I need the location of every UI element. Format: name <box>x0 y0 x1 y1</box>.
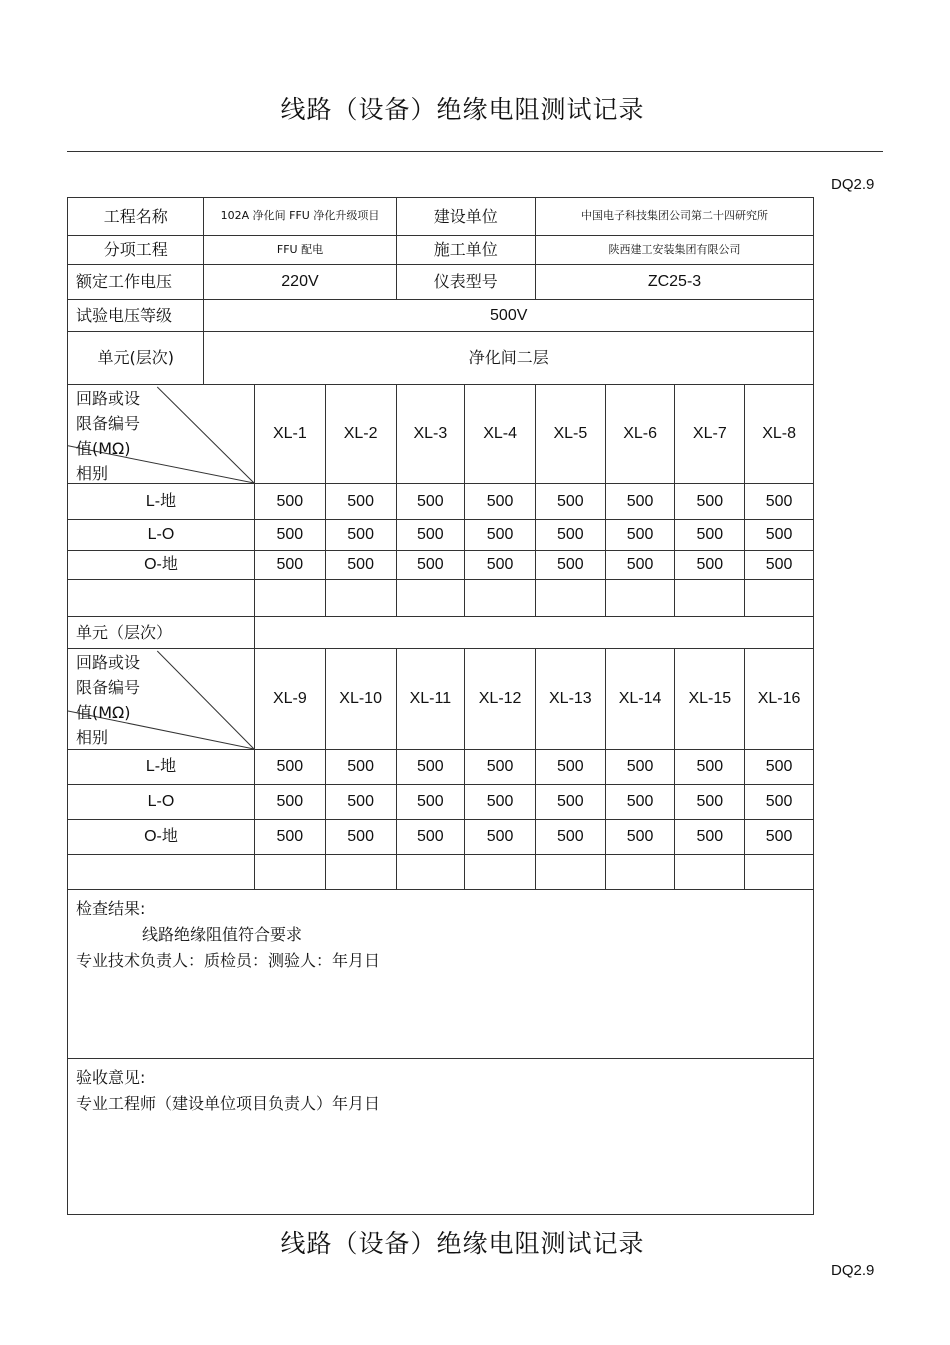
resistance-value: 500 <box>254 484 325 520</box>
result-label: 检查结果: <box>76 899 146 918</box>
resistance-value: 500 <box>396 484 465 520</box>
resistance-value: 500 <box>254 820 325 855</box>
phase-label: L-地 <box>68 750 255 785</box>
contractor-label: 施工单位 <box>396 236 535 265</box>
empty-cell <box>675 855 745 890</box>
resistance-value: 500 <box>535 785 605 820</box>
empty-cell <box>325 855 396 890</box>
diag-text-line: 值(MΩ) <box>76 703 131 722</box>
resistance-value: 500 <box>396 750 465 785</box>
builder-value: 中国电子科技集团公司第二十四研究所 <box>535 198 813 236</box>
test-voltage-label: 试验电压等级 <box>68 300 204 332</box>
phase-label: L-O <box>68 785 255 820</box>
resistance-value: 500 <box>745 750 814 785</box>
test-voltage-value: 500V <box>204 300 814 332</box>
circuit-header: XL-3 <box>396 385 465 484</box>
diag-text-line: 值(MΩ) <box>76 439 131 458</box>
resistance-value: 500 <box>254 551 325 580</box>
footer-code: DQ2.9 <box>831 1262 875 1279</box>
resistance-value: 500 <box>254 785 325 820</box>
resistance-value: 500 <box>745 551 814 580</box>
resistance-value: 500 <box>675 520 745 551</box>
resistance-value: 500 <box>254 750 325 785</box>
resistance-value: 500 <box>325 820 396 855</box>
circuit-header: XL-10 <box>325 649 396 750</box>
project-name-label: 工程名称 <box>68 198 204 236</box>
rated-voltage-value: 220V <box>204 265 396 300</box>
circuit-header: XL-2 <box>325 385 396 484</box>
resistance-value: 500 <box>396 551 465 580</box>
resistance-value: 500 <box>535 750 605 785</box>
subproject-value: FFU 配电 <box>204 236 396 265</box>
resistance-value: 500 <box>675 484 745 520</box>
resistance-value: 500 <box>605 484 675 520</box>
resistance-value: 500 <box>325 520 396 551</box>
inspection-result-block <box>68 890 814 1059</box>
resistance-value: 500 <box>675 750 745 785</box>
resistance-value: 500 <box>396 785 465 820</box>
resistance-value: 500 <box>465 551 536 580</box>
circuit-header: XL-4 <box>465 385 536 484</box>
empty-cell <box>396 580 465 617</box>
resistance-value: 500 <box>254 520 325 551</box>
empty-cell <box>465 855 536 890</box>
circuit-header: XL-11 <box>396 649 465 750</box>
resistance-value: 500 <box>745 520 814 551</box>
acceptance-label: 验收意见: <box>76 1068 146 1087</box>
resistance-value: 500 <box>535 820 605 855</box>
resistance-value: 500 <box>745 820 814 855</box>
diagonal-header-cell <box>68 649 255 750</box>
table-row <box>68 551 814 580</box>
diag-text-line: 限备编号 <box>76 414 141 433</box>
resistance-value: 500 <box>675 820 745 855</box>
circuit-header: XL-14 <box>605 649 675 750</box>
form-code: DQ2.9 <box>831 176 875 193</box>
empty-cell <box>605 580 675 617</box>
empty-cell <box>396 855 465 890</box>
meter-value: ZC25-3 <box>535 265 813 300</box>
empty-cell <box>535 855 605 890</box>
resistance-value: 500 <box>325 750 396 785</box>
acceptance-block <box>68 1059 814 1215</box>
empty-cell <box>465 580 536 617</box>
resistance-value: 500 <box>465 750 536 785</box>
table-row <box>68 785 814 820</box>
empty-cell <box>325 580 396 617</box>
resistance-value: 500 <box>396 520 465 551</box>
diag-text-line: 限备编号 <box>76 678 141 697</box>
resistance-value: 500 <box>465 484 536 520</box>
resistance-value: 500 <box>535 520 605 551</box>
resistance-value: 500 <box>605 551 675 580</box>
diag-text-line: 相别 <box>76 464 109 483</box>
table-row <box>68 750 814 785</box>
rated-voltage-label: 额定工作电压 <box>68 265 204 300</box>
resistance-value: 500 <box>325 785 396 820</box>
phase-label: L-地 <box>68 484 255 520</box>
project-name-value: 102A 净化间 FFU 净化升级项目 <box>204 198 396 236</box>
resistance-value: 500 <box>535 484 605 520</box>
circuit-header: XL-12 <box>465 649 536 750</box>
phase-label: O-地 <box>68 820 255 855</box>
empty-cell <box>535 580 605 617</box>
resistance-value: 500 <box>325 551 396 580</box>
phase-label: O-地 <box>68 551 255 580</box>
circuit-header: XL-7 <box>675 385 745 484</box>
meter-label: 仪表型号 <box>396 265 535 300</box>
resistance-value: 500 <box>745 484 814 520</box>
empty-cell <box>745 580 814 617</box>
diagonal-header-cell <box>68 385 255 484</box>
table-row-empty <box>68 580 814 617</box>
circuit-header: XL-16 <box>745 649 814 750</box>
record-table <box>67 197 814 1215</box>
diag-text-line: 回路或设 <box>76 389 141 408</box>
resistance-value: 500 <box>535 551 605 580</box>
circuit-header: XL-5 <box>535 385 605 484</box>
circuit-header: XL-1 <box>254 385 325 484</box>
builder-label: 建设单位 <box>396 198 535 236</box>
circuit-header: XL-13 <box>535 649 605 750</box>
circuit-header: XL-6 <box>605 385 675 484</box>
empty-cell <box>68 855 255 890</box>
unit-label: 单元(层次) <box>68 332 204 385</box>
table-row <box>68 520 814 551</box>
resistance-value: 500 <box>745 785 814 820</box>
resistance-value: 500 <box>605 785 675 820</box>
empty-cell <box>745 855 814 890</box>
empty-cell <box>254 580 325 617</box>
title-divider <box>67 151 883 152</box>
table-row-empty <box>68 855 814 890</box>
empty-cell <box>605 855 675 890</box>
unit-value-2 <box>254 617 813 649</box>
resistance-value: 500 <box>675 785 745 820</box>
table-row <box>68 484 814 520</box>
circuit-header: XL-15 <box>675 649 745 750</box>
resistance-value: 500 <box>605 520 675 551</box>
resistance-value: 500 <box>605 750 675 785</box>
unit-value: 净化间二层 <box>204 332 814 385</box>
table-row <box>68 820 814 855</box>
resistance-value: 500 <box>675 551 745 580</box>
empty-cell <box>68 580 255 617</box>
diag-text-line: 相别 <box>76 728 109 747</box>
page-title: 线路（设备）绝缘电阻测试记录 <box>280 95 645 124</box>
resistance-value: 500 <box>325 484 396 520</box>
resistance-value: 500 <box>465 785 536 820</box>
unit-label-2: 单元（层次） <box>68 617 255 649</box>
result-text: 线路绝缘阻值符合要求 <box>142 925 303 944</box>
contractor-value: 陕西建工安装集团有限公司 <box>535 236 813 265</box>
acceptance-signers: 专业工程师（建设单位项目负责人）年月日 <box>76 1094 381 1113</box>
resistance-value: 500 <box>465 520 536 551</box>
resistance-value: 500 <box>396 820 465 855</box>
phase-label: L-O <box>68 520 255 551</box>
circuit-header: XL-8 <box>745 385 814 484</box>
empty-cell <box>254 855 325 890</box>
result-signers: 专业技术负责人：质检员：测验人：年月日 <box>76 951 381 970</box>
resistance-value: 500 <box>605 820 675 855</box>
diag-text-line: 回路或设 <box>76 653 141 672</box>
footer-title: 线路（设备）绝缘电阻测试记录 <box>280 1229 645 1258</box>
subproject-label: 分项工程 <box>68 236 204 265</box>
circuit-header: XL-9 <box>254 649 325 750</box>
empty-cell <box>675 580 745 617</box>
resistance-value: 500 <box>465 820 536 855</box>
